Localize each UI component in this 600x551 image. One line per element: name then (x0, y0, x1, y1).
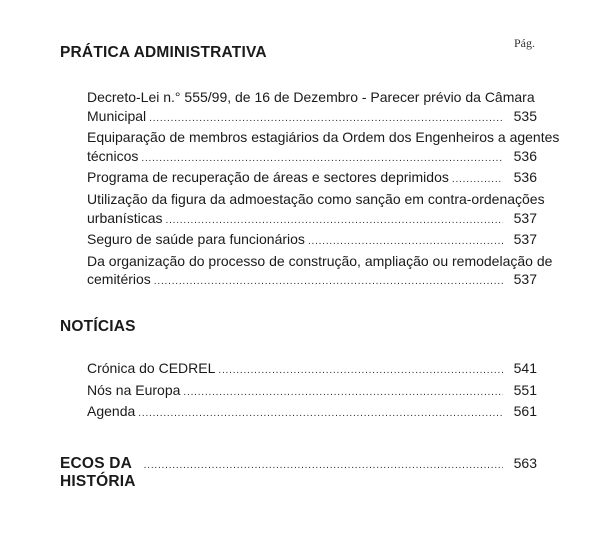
toc-list-noticias (87, 359, 537, 424)
toc-entry-ecos-da-historia (60, 455, 537, 491)
toc-entry (87, 88, 537, 128)
dot-leader (141, 150, 503, 169)
section-title-ecos-da-historia: ECOS DA HISTÓRIA (60, 455, 136, 490)
page-number: 537 (513, 271, 537, 288)
page-number: 537 (513, 209, 537, 226)
page-number: 536 (513, 147, 537, 164)
toc-entry (87, 168, 537, 190)
entry-text-line: cemitérios (87, 271, 151, 288)
dot-leader (149, 110, 503, 129)
entry-text-line: Municipal (87, 107, 147, 124)
page-number: 535 (513, 107, 537, 124)
entry-text-line: Equiparação de membros estagiários da Ordem dos Engenheiros a agentes (87, 129, 560, 146)
dot-leader (183, 384, 503, 403)
dot-leader (308, 233, 503, 252)
page-column-label: Pág. (514, 36, 535, 50)
toc-entry (87, 190, 545, 230)
toc-entry (87, 128, 560, 168)
section-title-noticias: NOTÍCIAS (60, 318, 136, 335)
dot-leader (144, 460, 503, 471)
entry-text-line: Nós na Europa (87, 381, 181, 398)
entry-text-line: Agenda (87, 403, 136, 420)
page-number: 563 (513, 455, 537, 471)
dot-leader (452, 171, 503, 190)
entry-text-line: Da organização do processo de construção, ampliação ou remodelação de (87, 252, 553, 269)
entry-text-line: Seguro de saúde para funcionários (87, 231, 305, 248)
page-number: 536 (513, 169, 537, 186)
page-number: 537 (513, 231, 537, 248)
dot-leader (138, 405, 503, 424)
entry-text-line: Crónica do CEDREL (87, 360, 216, 376)
dot-leader (218, 362, 503, 381)
page-number: 541 (513, 360, 537, 376)
toc-entry (87, 230, 537, 252)
entry-text-line: técnicos (87, 147, 139, 164)
entry-text-line: Decreto-Lei n.° 555/99, de 16 de Dezembro - Parecer prévio da Câmara (87, 89, 535, 105)
page-number: 551 (513, 381, 537, 398)
toc-entry (87, 359, 537, 381)
dot-leader (165, 212, 503, 231)
toc-entry (87, 252, 553, 292)
entry-text-line: Programa de recuperação de áreas e sectores deprimidos (87, 169, 449, 186)
entry-text-line: Utilização da figura da admoestação como sanção em contra-ordenações (87, 190, 545, 207)
toc-list-pratica-administrativa (87, 88, 560, 292)
toc-entry (87, 402, 537, 424)
entry-text-line: urbanísticas (87, 209, 163, 226)
toc-entry (87, 381, 537, 403)
page-number: 561 (513, 403, 537, 420)
dot-leader (154, 273, 503, 292)
section-title-pratica-administrativa: PRÁTICA ADMINISTRATIVA (60, 44, 267, 61)
